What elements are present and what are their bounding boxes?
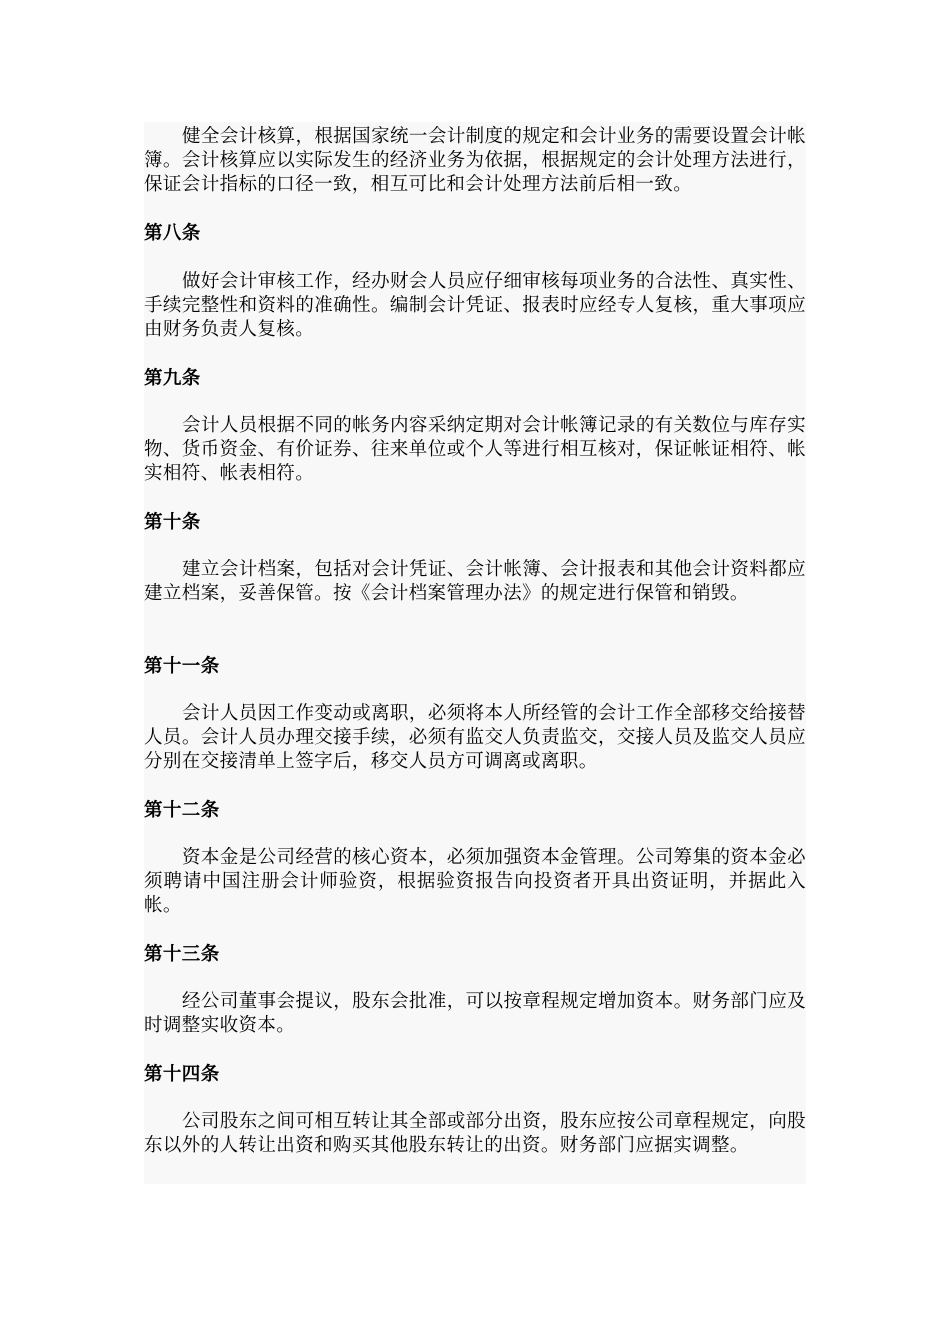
paragraph-article-8: 做好会计审核工作，经办财会人员应仔细审核每项业务的合法性、真实性、手续完整性和资料的准确性。编制会计凭证、报表时应经专人复核，重大事项应由财务负责人复核。 (144, 271, 806, 340)
article-heading-13: 第十三条 (144, 944, 220, 965)
paragraph-accounting-books: 健全会计核算，根据国家统一会计制度的规定和会计业务的需要设置会计帐簿。会计核算应以实际发生的经济业务为依据，根据规定的会计处理方法进行，保证会计指标的口径一致，相互可比和会计处理方法前后相一致。 (144, 126, 806, 195)
paragraph-article-14: 公司股东之间可相互转让其全部或部分出资，股东应按公司章程规定，向股东以外的人转让出资和购买其他股东转让的出资。财务部门应据实调整。 (144, 1111, 806, 1156)
article-heading-14: 第十四条 (144, 1064, 220, 1085)
article-heading-11: 第十一条 (144, 656, 220, 677)
article-heading-12: 第十二条 (144, 800, 220, 821)
article-heading-10: 第十条 (144, 512, 201, 533)
article-heading-8: 第八条 (144, 223, 201, 244)
paragraph-article-11: 会计人员因工作变动或离职，必须将本人所经管的会计工作全部移交给接替人员。会计人员办理交接手续，必须有监交人负责监交，交接人员及监交人员应分别在交接清单上签字后，移交人员方可调离或离职。 (144, 703, 806, 772)
paragraph-article-10: 建立会计档案，包括对会计凭证、会计帐簿、会计报表和其他会计资料都应建立档案，妥善保管。按《会计档案管理办法》的规定进行保管和销毁。 (144, 559, 806, 604)
paragraph-article-13: 经公司董事会提议，股东会批准，可以按章程规定增加资本。财务部门应及时调整实收资本。 (144, 991, 806, 1036)
paragraph-article-9: 会计人员根据不同的帐务内容采纳定期对会计帐簿记录的有关数位与库存实物、货币资金、有价证券、往来单位或个人等进行相互核对，保证帐证相符、帐实相符、帐表相符。 (144, 415, 806, 484)
article-heading-9: 第九条 (144, 368, 201, 389)
paragraph-article-12: 资本金是公司经营的核心资本，必须加强资本金管理。公司筹集的资本金必须聘请中国注册会计师验资，根据验资报告向投资者开具出资证明，并据此入帐。 (144, 847, 806, 916)
